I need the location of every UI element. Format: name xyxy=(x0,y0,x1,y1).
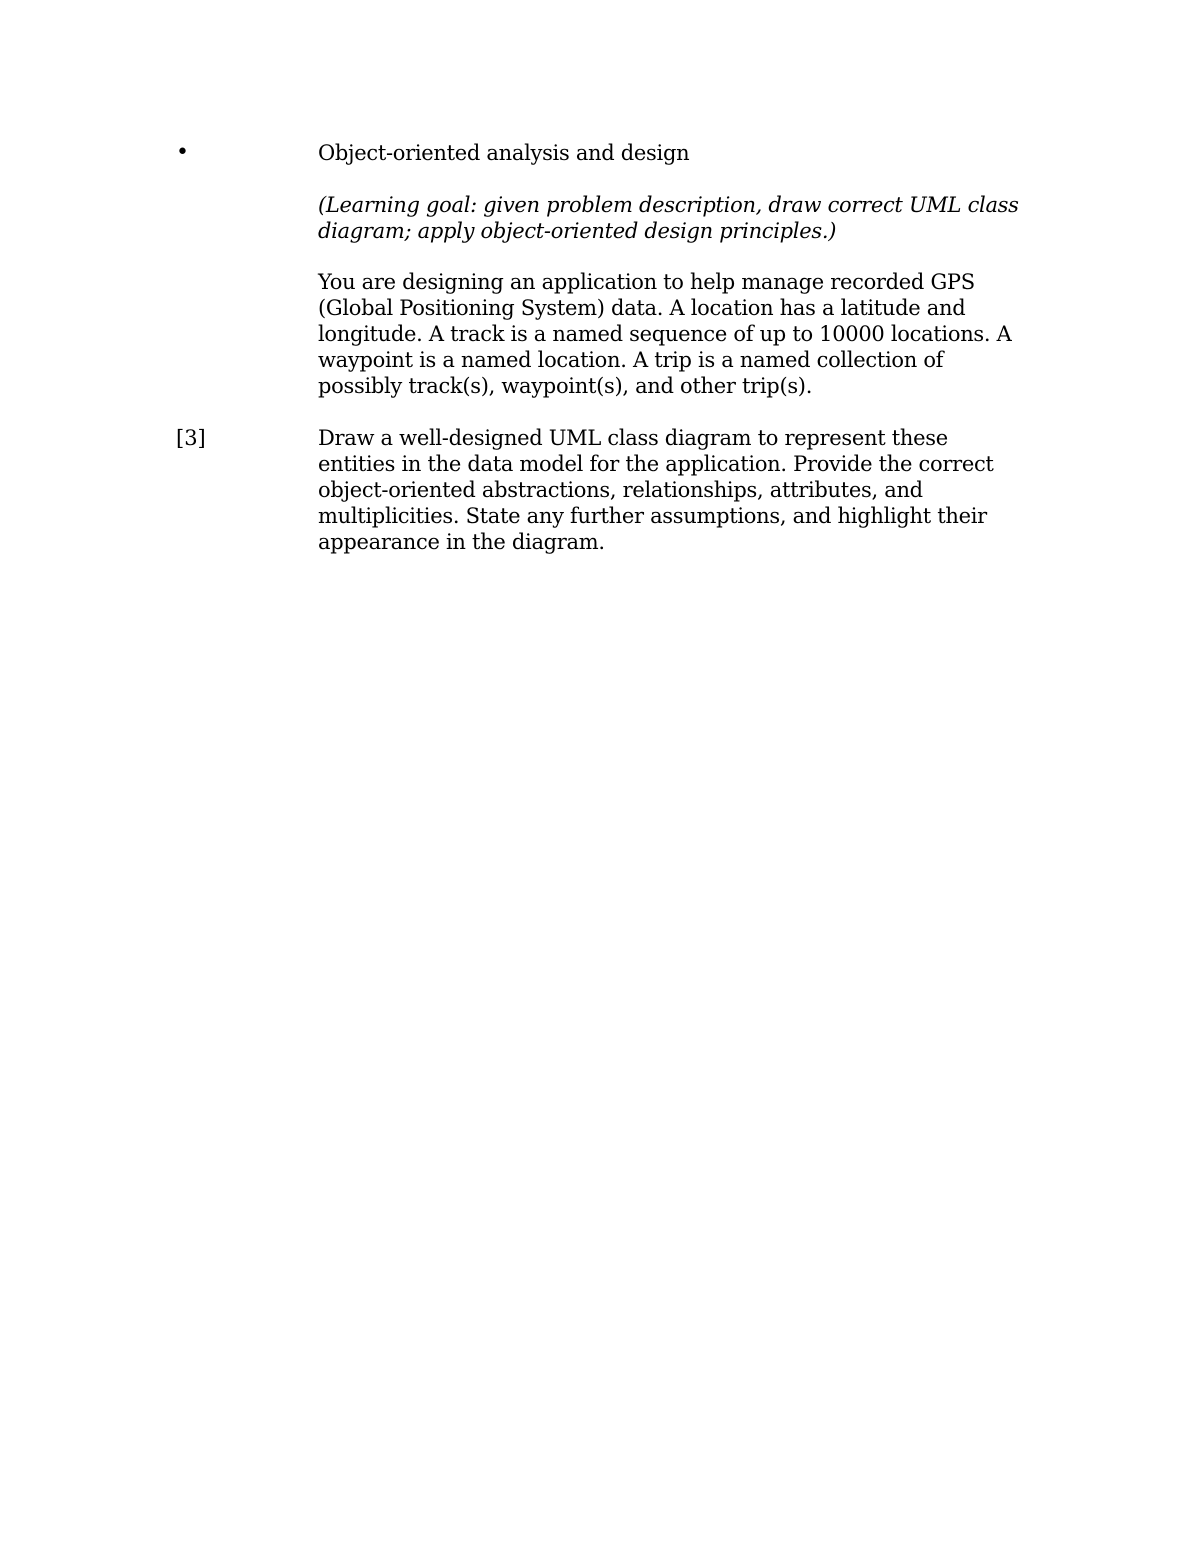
learning-goal xyxy=(318,192,1018,244)
question-line: multiplicities. State any further assumptions, and highlight their xyxy=(318,504,987,528)
question-line: entities in the data model for the application. Provide the correct xyxy=(318,452,994,476)
question-line: Draw a well-designed UML class diagram to represent these xyxy=(318,426,948,450)
question-marks: [3] xyxy=(176,426,206,450)
question-text xyxy=(318,425,1018,555)
description-line: waypoint is a named location. A trip is a named collection of xyxy=(318,348,944,372)
section-heading: Object-oriented analysis and design xyxy=(318,141,690,165)
description-line: (Global Positioning System) data. A location has a latitude and xyxy=(318,296,966,320)
description-line: longitude. A track is a named sequence of up to 10000 locations. A xyxy=(318,322,1012,346)
learning-goal-line: (Learning goal: given problem description, draw correct UML class xyxy=(318,193,1019,217)
bullet-point: • xyxy=(176,140,189,165)
question-line: object-oriented abstractions, relationships, attributes, and xyxy=(318,478,923,502)
learning-goal-line: diagram; apply object-oriented design principles.) xyxy=(318,219,837,243)
description-line: possibly track(s), waypoint(s), and other trip(s). xyxy=(318,374,813,398)
question-line: appearance in the diagram. xyxy=(318,530,605,554)
problem-description xyxy=(318,269,1018,399)
description-line: You are designing an application to help manage recorded GPS xyxy=(318,270,975,294)
